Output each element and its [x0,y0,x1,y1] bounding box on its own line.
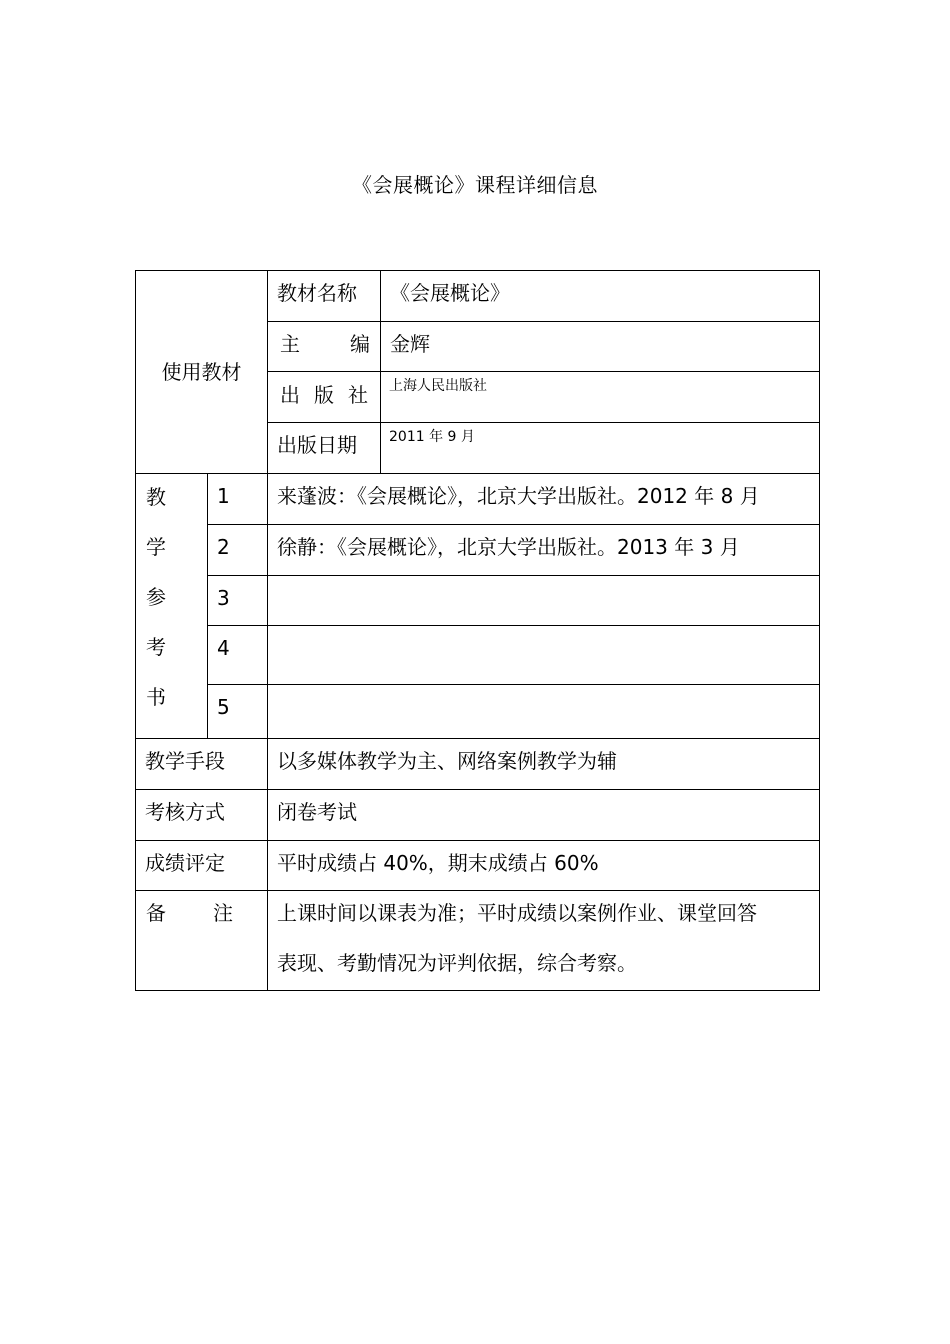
remarks-label-char: 备 [146,901,166,925]
assessment-value: 闭卷考试 [267,789,820,840]
publisher-label-char: 版 [314,383,334,407]
reference-number: 1 [207,473,267,524]
page-title: 《会展概论》课程详细信息 [352,173,598,197]
publisher-label [267,371,380,422]
editor-label [267,321,380,371]
grading-value: 平时成绩占 40%，期末成绩占 60% [267,840,820,890]
teaching-method-value: 以多媒体教学为主、网络案例教学为辅 [267,738,820,789]
references-label-char: 参 [146,585,166,609]
reference-text: 来蓬波：《会展概论》，北京大学出版社。2012 年 8 月 [267,473,820,524]
references-label-char: 书 [146,685,166,709]
editor-label-char: 主 [280,332,300,356]
editor-value: 金辉 [380,321,820,371]
reference-text: 徐静：《会展概论》，北京大学出版社。2013 年 3 月 [267,524,820,575]
publication-date-value: 2011 年 9 月 [380,422,820,473]
references-label-char: 学 [146,535,166,559]
textbook-name-value: 《会展概论》 [380,270,820,321]
remarks-line: 上课时间以课表为准；平时成绩以案例作业、课堂回答 [277,901,757,925]
remarks-label-char: 注 [213,901,233,925]
reference-number: 4 [207,625,267,684]
reference-number: 5 [207,684,267,738]
remarks-line: 表现、考勤情况为评判依据，综合考察。 [277,951,637,975]
assessment-label: 考核方式 [135,789,267,840]
textbook-name-label: 教材名称 [267,270,380,321]
reference-text [267,625,820,684]
textbook-section-label: 使用教材 [135,270,267,473]
reference-number: 2 [207,524,267,575]
remarks-label [135,890,267,991]
references-label [135,473,207,738]
publisher-label-char: 社 [348,383,368,407]
editor-label-char: 编 [350,332,370,356]
reference-text [267,684,820,738]
references-label-char: 教 [146,485,166,509]
publisher-label-char: 出 [280,383,300,407]
reference-text [267,575,820,625]
teaching-method-label: 教学手段 [135,738,267,789]
reference-number: 3 [207,575,267,625]
references-label-char: 考 [146,635,166,659]
publisher-value: 上海人民出版社 [380,371,820,422]
grading-label: 成绩评定 [135,840,267,890]
publication-date-label: 出版日期 [267,422,380,473]
remarks-value [267,890,820,991]
